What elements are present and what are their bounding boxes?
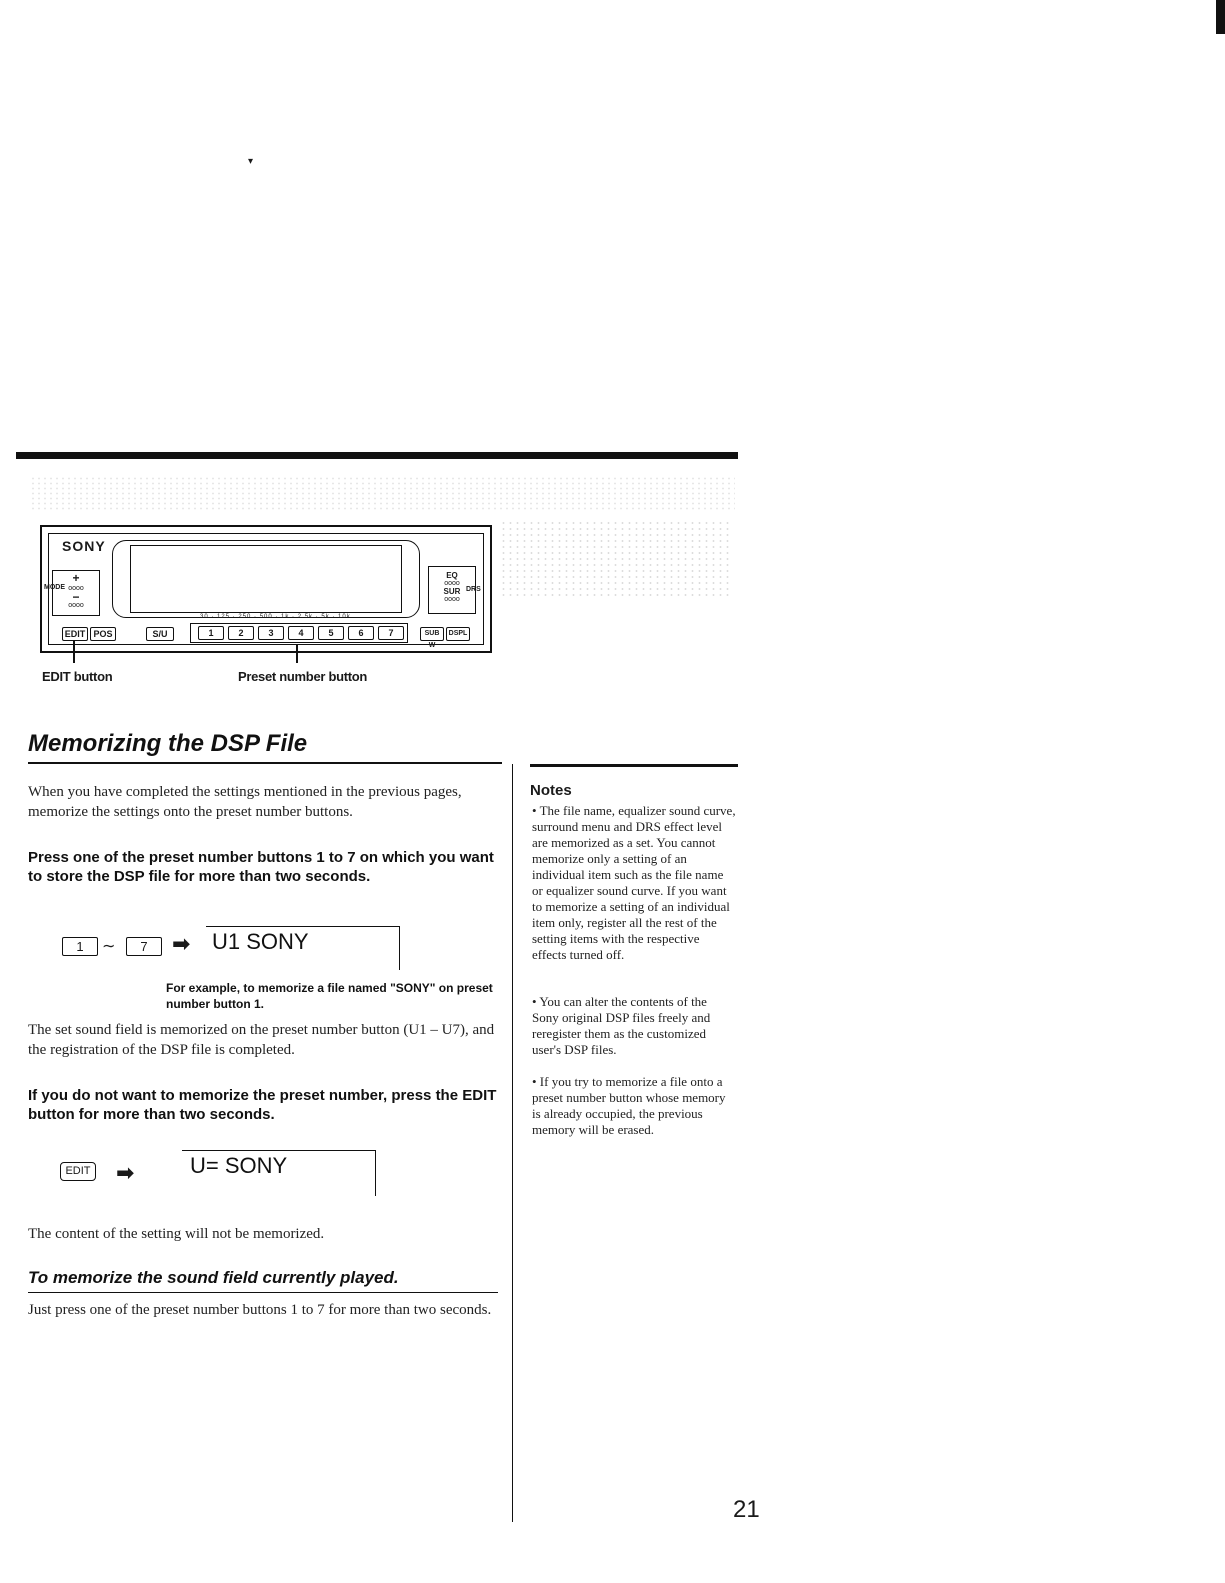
preset-leader-line (296, 645, 298, 663)
device-brand: SONY (62, 538, 106, 554)
minus-label: − (72, 590, 80, 604)
scan-grain (500, 520, 730, 600)
notes-rule (530, 764, 738, 767)
top-rule (16, 452, 738, 459)
preset-button-7[interactable]: 7 (378, 626, 404, 640)
title-rule (28, 762, 502, 764)
scan-speck: ▾ (248, 156, 254, 167)
pos-button[interactable]: POS (90, 627, 116, 641)
dots: oooo (444, 580, 460, 587)
corner-crop-mark (1216, 0, 1225, 34)
step-1-result: The set sound field is memorized on the preset number button (U1 – U7), and the registration of the DSP file is completed. (28, 1022, 495, 1058)
step-1-instruction: Press one of the preset number buttons 1 to 7 on which you want to store the DSP file for more than two seconds. (28, 849, 494, 885)
intro-paragraph: When you have completed the settings mentioned in the previous pages, memorize the settings onto the preset number buttons. (28, 784, 462, 820)
preset-key-7: 7 (126, 937, 162, 956)
preset-button-4[interactable]: 4 (288, 626, 314, 640)
edit-leader-line (73, 641, 75, 663)
section-title: Memorizing the DSP File (28, 730, 308, 757)
note-item-2: • You can alter the contents of the Sony original DSP files freely and reregister them as the customized user's DSP files. (532, 994, 711, 1057)
note-item-3: • If you try to memorize a file onto a preset number button whose memory is already occupied, the previous memory will be erased. (532, 1074, 726, 1137)
mode-control (52, 570, 100, 616)
su-button[interactable]: S/U (146, 627, 174, 641)
preset-button-1[interactable]: 1 (198, 626, 224, 640)
subsection-title: To memorize the sound field currently played. (28, 1268, 399, 1287)
preset-button-3[interactable]: 3 (258, 626, 284, 640)
edit-button[interactable]: EDIT (62, 627, 88, 641)
mode-label: MODE (44, 584, 65, 591)
drs-label: DRS (466, 586, 481, 593)
step-1-caption: For example, to memorize a file named "SONY" on preset number button 1. (166, 981, 493, 1011)
display-window (130, 545, 402, 613)
edit-button-label: EDIT button (42, 669, 113, 684)
page-number: 21 (733, 1496, 760, 1523)
dots: oooo (444, 596, 460, 603)
sur-label: SUR (443, 587, 461, 596)
display-readout-u1: U1 SONY (212, 929, 309, 954)
step-2-instruction: If you do not want to memorize the preset number, press the EDIT button for more than two seconds. (28, 1087, 497, 1123)
column-divider (512, 764, 513, 1522)
preset-button-6[interactable]: 6 (348, 626, 374, 640)
eq-frequency-scale: 30 · 125 · 250 · 500 · 1k · 2.5k · 5k · 10k (200, 614, 351, 620)
step-2-result: The content of the setting will not be memorized. (28, 1226, 325, 1242)
preset-button-label: Preset number button (238, 669, 368, 684)
sub-w-button[interactable]: SUB W (420, 627, 444, 641)
preset-button-5[interactable]: 5 (318, 626, 344, 640)
arrow-icon: ➡ (116, 1160, 135, 1185)
dspl-button[interactable]: DSPL (446, 627, 470, 641)
subsection-rule (28, 1292, 498, 1293)
display-readout-edit: U= SONY (190, 1153, 288, 1178)
eq-label: EQ (446, 571, 458, 580)
edit-key: EDIT (60, 1162, 96, 1181)
plus-label: + (72, 571, 80, 585)
notes-title: Notes (530, 782, 572, 799)
subsection-text: Just press one of the preset number buttons 1 to 7 for more than two seconds. (28, 1302, 492, 1318)
preset-key-1: 1 (62, 937, 98, 956)
dots: oooo (68, 602, 84, 609)
preset-button-2[interactable]: 2 (228, 626, 254, 640)
note-item-1: • The file name, equalizer sound curve, surround menu and DRS effect level are memorized as a set. You cannot memorize only a setting of an individual item such as the file name or equalizer sound curve. If you want to memorize a setting of an individual item only, register all the rest of the setting items with the respective effects turned off. (532, 803, 736, 962)
dots: oooo (68, 585, 84, 592)
scan-grain (30, 476, 735, 512)
range-tilde: ∼ (102, 938, 116, 955)
arrow-icon: ➡ (172, 931, 191, 956)
